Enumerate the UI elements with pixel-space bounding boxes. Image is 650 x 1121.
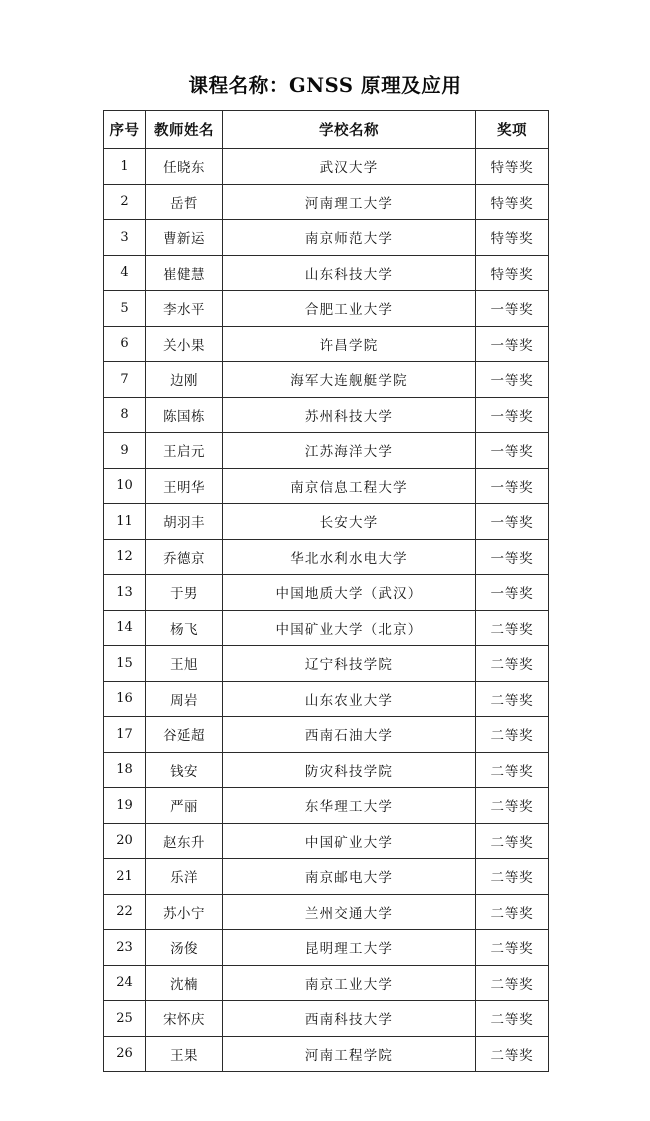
cell-name: 李水平 [146,291,223,327]
cell-school: 长安大学 [223,504,476,540]
cell-award: 二等奖 [476,930,549,966]
cell-award: 二等奖 [476,717,549,753]
table-row [104,646,549,682]
cell-school: 防灾科技学院 [223,752,476,788]
cell-school: 南京信息工程大学 [223,468,476,504]
cell-school: 昆明理工大学 [223,930,476,966]
table-body [104,149,549,1072]
table-row [104,575,549,611]
cell-name: 沈楠 [146,965,223,1001]
cell-award: 二等奖 [476,646,549,682]
cell-name: 宋怀庆 [146,1001,223,1037]
cell-index: 1 [104,149,146,185]
cell-index: 9 [104,433,146,469]
cell-school: 河南理工大学 [223,184,476,220]
table-row [104,539,549,575]
table-row [104,788,549,824]
table-row [104,1001,549,1037]
cell-index: 14 [104,610,146,646]
table-row [104,362,549,398]
cell-name: 陈国栋 [146,397,223,433]
cell-school: 合肥工业大学 [223,291,476,327]
table-row [104,717,549,753]
cell-index: 5 [104,291,146,327]
table-row [104,752,549,788]
cell-name: 王启元 [146,433,223,469]
cell-school: 许昌学院 [223,326,476,362]
cell-award: 一等奖 [476,397,549,433]
table-row [104,433,549,469]
cell-name: 汤俊 [146,930,223,966]
cell-award: 二等奖 [476,788,549,824]
cell-award: 特等奖 [476,220,549,256]
cell-school: 兰州交通大学 [223,894,476,930]
cell-name: 胡羽丰 [146,504,223,540]
table-row [104,930,549,966]
cell-award: 二等奖 [476,823,549,859]
cell-school: 海军大连舰艇学院 [223,362,476,398]
cell-index: 4 [104,255,146,291]
cell-school: 河南工程学院 [223,1036,476,1072]
table-header-row [104,111,549,149]
cell-award: 一等奖 [476,326,549,362]
cell-award: 二等奖 [476,752,549,788]
table-row [104,965,549,1001]
cell-index: 16 [104,681,146,717]
cell-award: 一等奖 [476,504,549,540]
cell-name: 关小果 [146,326,223,362]
cell-name: 王果 [146,1036,223,1072]
cell-name: 钱安 [146,752,223,788]
cell-award: 二等奖 [476,610,549,646]
table-row [104,468,549,504]
cell-index: 21 [104,859,146,895]
cell-school: 苏州科技大学 [223,397,476,433]
cell-school: 南京师范大学 [223,220,476,256]
cell-school: 西南科技大学 [223,1001,476,1037]
cell-award: 一等奖 [476,433,549,469]
cell-school: 辽宁科技学院 [223,646,476,682]
cell-index: 15 [104,646,146,682]
table-row [104,255,549,291]
cell-school: 中国地质大学（武汉） [223,575,476,611]
table-row [104,610,549,646]
cell-award: 一等奖 [476,575,549,611]
cell-name: 边刚 [146,362,223,398]
column-header-index: 序号 [104,111,146,149]
cell-name: 王明华 [146,468,223,504]
cell-award: 一等奖 [476,362,549,398]
table-row [104,504,549,540]
cell-index: 17 [104,717,146,753]
cell-index: 22 [104,894,146,930]
cell-index: 2 [104,184,146,220]
cell-name: 于男 [146,575,223,611]
cell-school: 江苏海洋大学 [223,433,476,469]
table-row [104,149,549,185]
cell-name: 乐洋 [146,859,223,895]
cell-name: 严丽 [146,788,223,824]
column-header-name: 教师姓名 [146,111,223,149]
cell-award: 二等奖 [476,1036,549,1072]
cell-school: 武汉大学 [223,149,476,185]
cell-school: 南京工业大学 [223,965,476,1001]
cell-school: 中国矿业大学 [223,823,476,859]
cell-school: 山东农业大学 [223,681,476,717]
cell-index: 19 [104,788,146,824]
cell-name: 乔德京 [146,539,223,575]
cell-school: 中国矿业大学（北京） [223,610,476,646]
cell-award: 二等奖 [476,894,549,930]
cell-award: 特等奖 [476,184,549,220]
cell-school: 华北水利水电大学 [223,539,476,575]
cell-award: 二等奖 [476,681,549,717]
cell-award: 二等奖 [476,1001,549,1037]
cell-index: 20 [104,823,146,859]
page-title: 课程名称：GNSS 原理及应用 [188,74,462,97]
cell-school: 西南石油大学 [223,717,476,753]
cell-school: 南京邮电大学 [223,859,476,895]
table-row [104,397,549,433]
cell-school: 东华理工大学 [223,788,476,824]
cell-award: 特等奖 [476,149,549,185]
cell-name: 岳哲 [146,184,223,220]
cell-award: 一等奖 [476,539,549,575]
cell-index: 6 [104,326,146,362]
table-header [104,111,549,149]
cell-index: 8 [104,397,146,433]
cell-name: 任晓东 [146,149,223,185]
cell-name: 周岩 [146,681,223,717]
cell-name: 杨飞 [146,610,223,646]
cell-name: 谷延超 [146,717,223,753]
cell-index: 11 [104,504,146,540]
cell-name: 苏小宁 [146,894,223,930]
cell-index: 13 [104,575,146,611]
cell-index: 26 [104,1036,146,1072]
cell-index: 10 [104,468,146,504]
cell-name: 崔健慧 [146,255,223,291]
cell-name: 王旭 [146,646,223,682]
cell-index: 23 [104,930,146,966]
table-row [104,184,549,220]
cell-award: 一等奖 [476,468,549,504]
cell-school: 山东科技大学 [223,255,476,291]
table-row [104,681,549,717]
table-row [104,1036,549,1072]
table-row [104,859,549,895]
cell-name: 曹新运 [146,220,223,256]
cell-name: 赵东升 [146,823,223,859]
column-header-award: 奖项 [476,111,549,149]
award-winners-table [103,110,549,1072]
cell-award: 二等奖 [476,965,549,1001]
table-row [104,291,549,327]
table-row [104,894,549,930]
table-row [104,326,549,362]
cell-award: 二等奖 [476,859,549,895]
cell-award: 特等奖 [476,255,549,291]
cell-index: 18 [104,752,146,788]
column-header-school: 学校名称 [223,111,476,149]
cell-index: 3 [104,220,146,256]
table-row [104,823,549,859]
table-row [104,220,549,256]
cell-index: 24 [104,965,146,1001]
cell-index: 25 [104,1001,146,1037]
cell-award: 一等奖 [476,291,549,327]
cell-index: 12 [104,539,146,575]
cell-index: 7 [104,362,146,398]
